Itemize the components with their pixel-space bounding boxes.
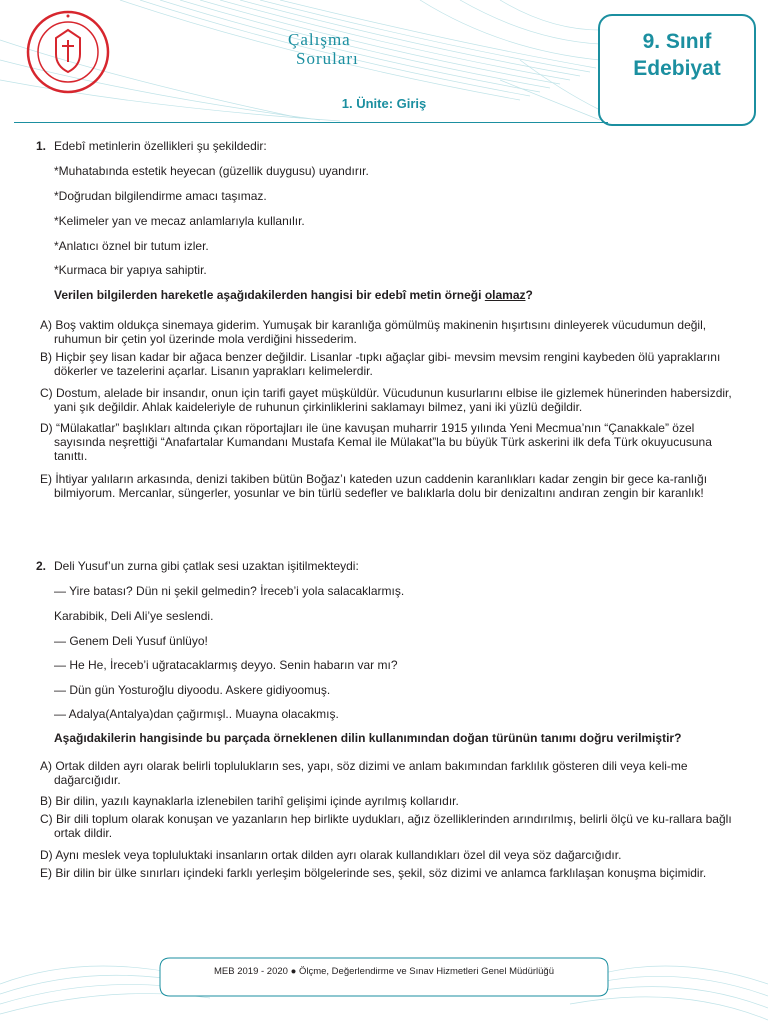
answer-option-e[interactable]: E) İhtiyar yalıların arkasında, denizi takiben bütün Boğaz’ı kateden uzun caddenin karanlıkları kadar zengin bir gece ka-ranlığı bilmiyorum. Mercanlar, süngerler, yosunlar ve bin türlü sedefler ve balıklarla dolu bir denizaltını andıran zengin bir karanlık! bbox=[40, 472, 708, 500]
answer-option-a[interactable]: A) Ortak dilden ayrı olarak belirli toplulukların ses, yapı, söz dizimi ve anlam bakımından farklılık gösteren dili veya keli-me dağarcığıdır. bbox=[40, 759, 688, 787]
dialogue-line: Karabibik, Deli Ali’ye seslendi. bbox=[54, 609, 214, 623]
answer-option-a[interactable]: A) Boş vaktim oldukça sinemaya giderim. Yumuşak bir karanlığa gömülmüş makinenin hışırtısını dinleyerek vücudumun değil, ruhumun bir çetin yol üzerinde mola verdiğini hissederim. bbox=[40, 318, 707, 346]
answer-option-c[interactable]: C) Dostum, alelade bir insandır, onun için tarifi gayet müşküldür. Vücudunun kusurlarını elbise ile gizlemek hünerinden habersizdir, yani şık değildir. Ahlak kaideleriyle de ruhunun çirkinliklerini saklamayı bilmez, yani iki yüzlü değildir. bbox=[40, 386, 732, 414]
question-1-prompt bbox=[54, 288, 742, 302]
question-2-prompt: Aşağıdakilerin hangisinde bu parçada örneklenen dilin kullanımından doğan türünün tanımı doğru verilmiştir? bbox=[54, 731, 682, 745]
feature-item: *Doğrudan bilgilendirme amacı taşımaz. bbox=[54, 189, 267, 203]
answer-option-b[interactable]: B) Hiçbir şey lisan kadar bir ağaca benzer değildir. Lisanlar -tıpkı ağaçlar gibi- mevsim mevsim rengini kaybeden ölü yapraklarını dökerler ve tazelerini açarlar. Lisanın yaprakları kelimelerdir. bbox=[40, 350, 721, 378]
feature-item: *Kurmaca bir yapıya sahiptir. bbox=[54, 263, 207, 277]
series-title bbox=[288, 30, 359, 68]
question-2-number: 2. bbox=[36, 559, 47, 573]
question-1-prompt-pre: Verilen bilgilerden hareketle aşağıdakilerden hangisi bir edebî metin örneği bbox=[54, 288, 485, 302]
footer-decoration bbox=[0, 944, 768, 1024]
meb-seal-icon bbox=[26, 10, 110, 94]
series-title-line2: Soruları bbox=[296, 49, 359, 68]
dialogue-line: — Yire batası? Dün ni şekil gelmedin? İreceb’i yola salacaklarmış. bbox=[54, 584, 405, 598]
header-divider bbox=[14, 122, 608, 123]
dialogue-line: — Adalya(Antalya)dan çağırmışl.. Muayna olacakmış. bbox=[54, 707, 339, 721]
feature-item: *Anlatıcı öznel bir tutum izler. bbox=[54, 239, 209, 253]
answer-option-e[interactable]: E) Bir dilin bir ülke sınırları içindeki farklı yerleşim bölgelerinde ses, şekil, söz dizimi ve anlamca farklılaşan konuşma biçimidir. bbox=[40, 866, 707, 880]
question-1-prompt-post: ? bbox=[525, 288, 533, 302]
series-title-line1: Çalışma bbox=[288, 30, 351, 49]
dialogue-line: — Dün gün Yosturoğlu diyoodu. Askere gidiyoomuş. bbox=[54, 683, 331, 697]
feature-item: *Muhatabında estetik heyecan (güzellik duygusu) uyandırır. bbox=[54, 164, 369, 178]
unit-title: 1. Ünite: Giriş bbox=[341, 96, 427, 111]
feature-item: *Kelimeler yan ve mecaz anlamlarıyla kullanılır. bbox=[54, 214, 305, 228]
footer-text: MEB 2019 - 2020 ● Ölçme, Değerlendirme ve Sınav Hizmetleri Genel Müdürlüğü bbox=[214, 966, 554, 977]
subject-label: Edebiyat bbox=[633, 57, 721, 80]
dialogue-line: — Genem Deli Yusuf ünlüyo! bbox=[54, 634, 208, 648]
answer-option-d[interactable]: D) Aynı meslek veya topluluktaki insanların ortak dilden ayrı olarak kullandıkları özel dil veya söz dağarcığıdır. bbox=[40, 848, 622, 862]
dialogue-line: Deli Yusuf’un zurna gibi çatlak sesi uzaktan işitilmekteydi: bbox=[54, 559, 359, 573]
dialogue-line: — He He, İreceb’i uğratacaklarmış deyyo. Senin habarın var mı? bbox=[54, 658, 398, 672]
grade-label: 9. Sınıf bbox=[642, 30, 712, 53]
answer-option-d[interactable]: D) “Mülakatlar” başlıkları altında çıkan röportajları ile üne kavuşan muharrir 1915 yılında Yeni Mecmua’nın “Çanakkale” özel sayısında neşrettiği “Anafartalar Kumandanı Mustafa Kemal ile Mülakat”la bu büyük Türk askerini ilk defa Türk okuyucusuna tanıttı. bbox=[40, 421, 712, 463]
question-1-number: 1. bbox=[36, 139, 47, 153]
question-1-intro: Edebî metinlerin özellikleri şu şekildedir: bbox=[54, 139, 267, 153]
answer-option-c[interactable]: C) Bir dili toplum olarak konuşan ve yazanların hep birlikte uydukları, ağız özelliklerinden arındırılmış, belirli ölçü ve ku-rallara bağlı ortak dildir. bbox=[40, 812, 732, 840]
question-1-prompt-underlined: olamaz bbox=[484, 288, 526, 302]
answer-option-b[interactable]: B) Bir dilin, yazılı kaynaklarla izlenebilen tarihî gelişimi içinde ayrılmış kollarıdır. bbox=[40, 794, 459, 808]
